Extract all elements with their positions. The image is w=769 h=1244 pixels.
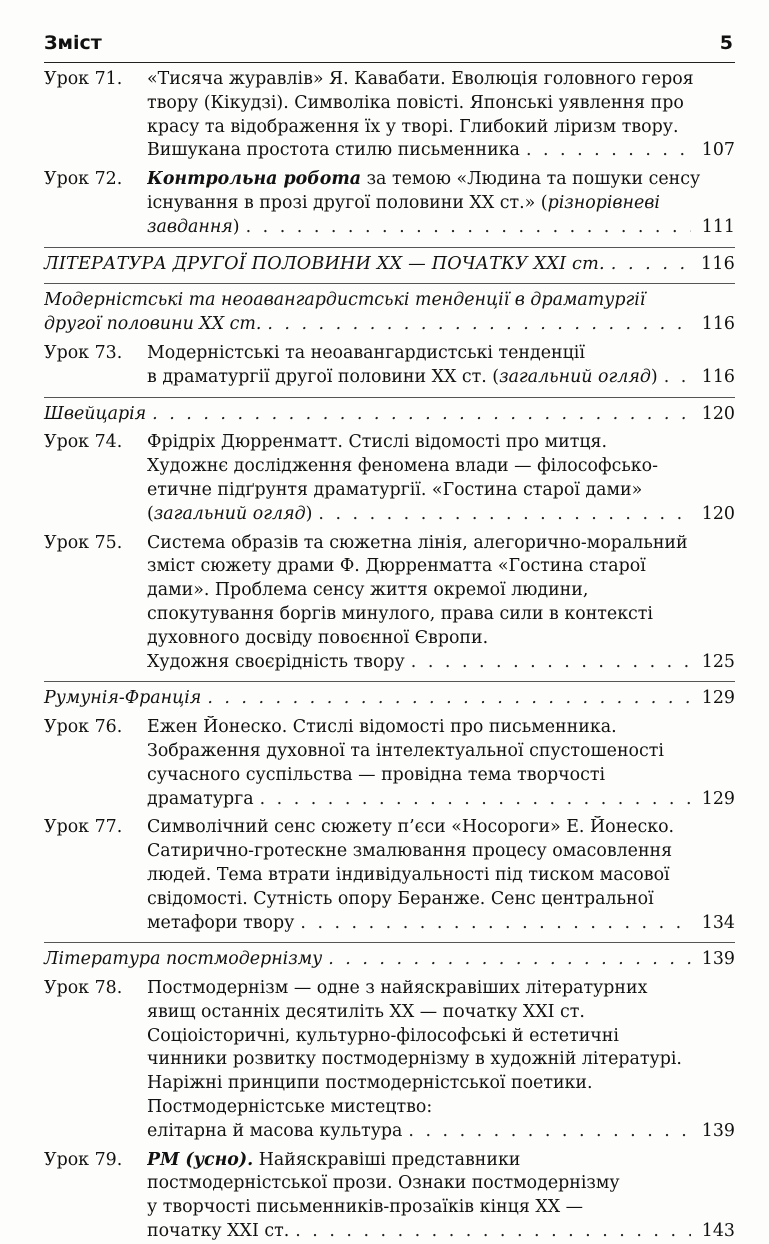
- entry-line: «Тисяча журавлів» Я. Кавабати. Еволюція головного героя: [147, 69, 694, 89]
- dot-leader: [411, 651, 691, 675]
- toc-entry-lesson-76[interactable]: [44, 716, 735, 811]
- entry-line: метафори твору: [147, 912, 295, 933]
- bold-term: Контрольна робота: [147, 169, 362, 190]
- toc-entry-lesson-73[interactable]: [44, 342, 735, 390]
- header-title: Зміст: [44, 32, 102, 54]
- entry-line: чинники розвитку постмодернізму в художній літературі.: [147, 1049, 682, 1070]
- entry-line: сучасного суспільства — провідна тема творчості: [147, 764, 606, 785]
- italic-note: загальний огляд: [153, 503, 306, 524]
- entry-line: духовного досвіду повоєнної Європи.: [147, 627, 489, 648]
- toc-major-section[interactable]: [44, 247, 735, 277]
- entry-line: існування в прозі другої половини XX ст.» (: [147, 192, 548, 213]
- entry-line: Соціоісторичні, культурно-філософські й естетичні: [147, 1025, 619, 1046]
- entry-line: Модерністські та неоавангардистські тенденції: [147, 342, 585, 363]
- section-title-line: Швейцарія: [44, 403, 147, 424]
- dot-leader: [328, 948, 691, 972]
- toc-entry-lesson-78[interactable]: [44, 977, 735, 1144]
- closing-paren: ): [232, 216, 240, 237]
- page-ref[interactable]: 111: [701, 216, 735, 237]
- dot-leader: [300, 912, 691, 936]
- entry-line: драматурга: [147, 788, 254, 809]
- dot-leader: [664, 366, 691, 390]
- closing-paren: ): [650, 366, 658, 387]
- toc-section-switzerland[interactable]: [44, 397, 735, 427]
- entry-line: Художнє дослідження феномена влади — філософсько-: [147, 456, 659, 477]
- page-ref[interactable]: 129: [701, 788, 735, 809]
- table-of-contents: [44, 68, 735, 1244]
- page-ref[interactable]: 143: [701, 1221, 735, 1242]
- running-header: [44, 32, 735, 63]
- toc-entry-lesson-74[interactable]: [44, 431, 735, 526]
- entry-line: Вишукана простота стилю письменника: [147, 140, 520, 161]
- page-ref[interactable]: 116: [700, 253, 735, 274]
- major-section-title: ЛІТЕРАТУРА ДРУГОЇ ПОЛОВИНИ XX — ПОЧАТКУ XXI ст.: [44, 253, 605, 274]
- dot-leader: [526, 139, 691, 163]
- entry-line: Сатирично-гротескне змалювання процесу омасовлення: [147, 841, 673, 862]
- entry-line: Художня своєрідність твору: [147, 651, 405, 672]
- entry-line: Символічний сенс сюжету п’єси «Носороги» Е. Йонеско.: [147, 817, 675, 838]
- entry-line: явищ останніх десятиліть XX — початку XXI ст.: [147, 1001, 585, 1022]
- entry-line: Зображення духовної та інтелектуальної спустошеності: [147, 740, 664, 761]
- page-ref[interactable]: 139: [701, 1120, 735, 1141]
- dot-leader: [295, 1220, 691, 1244]
- closing-paren: ): [305, 503, 313, 524]
- page-ref[interactable]: 134: [701, 912, 735, 933]
- lesson-label: Урок 75.: [44, 532, 123, 553]
- page-ref[interactable]: 116: [701, 314, 735, 335]
- entry-line: твору (Кікудзі). Символіка повісті. Японські уявлення про: [147, 92, 684, 113]
- toc-entry-lesson-72[interactable]: [44, 168, 735, 239]
- entry-line: Найяскравіші представники: [253, 1149, 521, 1170]
- dot-leader: [318, 503, 691, 527]
- entry-line: в драматургії другої половини XX ст. (: [147, 366, 500, 387]
- entry-line: постмодерністської прози. Ознаки постмодернізму: [147, 1173, 620, 1194]
- toc-entry-lesson-79[interactable]: [44, 1149, 735, 1244]
- page-ref[interactable]: 120: [701, 403, 735, 424]
- entry-line: спокутування боргів минулого, права сили в контексті: [147, 603, 653, 624]
- italic-note: загальний огляд: [499, 366, 651, 387]
- toc-entry-lesson-77[interactable]: [44, 816, 735, 935]
- bold-term: РМ (усно).: [147, 1149, 254, 1170]
- section-title-line: другої половини XX ст.: [44, 314, 262, 335]
- lesson-label: Урок 78.: [44, 978, 123, 999]
- lesson-label: Урок 74.: [44, 432, 123, 453]
- entry-line: зміст сюжету драми Ф. Дюрренматта «Гостина старої: [147, 556, 646, 577]
- dot-leader: [267, 313, 691, 337]
- toc-entry-lesson-71[interactable]: [44, 68, 735, 163]
- header-page-number: 5: [719, 32, 733, 54]
- section-title-line: Модерністські та неоавангардистські тенденції в драматургії: [44, 290, 646, 311]
- lesson-label: Урок 73.: [44, 342, 123, 363]
- lesson-label: Урок 71.: [44, 69, 123, 89]
- lesson-label: Урок 72.: [44, 169, 123, 190]
- lesson-label: Урок 76.: [44, 717, 123, 738]
- dot-leader: [152, 403, 691, 427]
- section-title-line: Література постмодернізму: [44, 949, 323, 970]
- page-ref[interactable]: 107: [701, 140, 735, 161]
- entry-line: людей. Тема втрати індивідуальності під тиском масової: [147, 864, 670, 885]
- open-paren: (: [147, 503, 154, 524]
- toc-entry-lesson-75[interactable]: [44, 532, 735, 675]
- page-ref[interactable]: 120: [701, 503, 735, 524]
- page-ref[interactable]: 125: [701, 651, 735, 672]
- lesson-label: Урок 79.: [44, 1149, 123, 1170]
- entry-line: свідомості. Сутність опору Беранже. Сенс центральної: [147, 888, 654, 909]
- toc-section-postmodernism[interactable]: [44, 942, 735, 972]
- entry-line: Система образів та сюжетна лінія, алегорично-моральний: [147, 532, 688, 553]
- entry-line: красу та відображення їх у творі. Глибокий ліризм твору.: [147, 116, 679, 137]
- entry-line: у творчості письменників-прозаїків кінця XX —: [147, 1197, 584, 1218]
- section-title-line: Румунія-Франція: [44, 688, 202, 709]
- entry-line: за темою «Людина та пошуки сенсу: [361, 169, 701, 190]
- entry-line: етичне підґрунтя драматургії. «Гостина старої дами»: [147, 479, 643, 500]
- italic-note: різнорівневі: [547, 192, 660, 213]
- toc-section-romania-france[interactable]: [44, 681, 735, 711]
- entry-line: Постмодерністське мистецтво:: [147, 1097, 433, 1118]
- entry-line: Ежен Йонеско. Стислі відомості про письменника.: [147, 717, 617, 738]
- entry-line: початку XXI ст.: [147, 1221, 290, 1242]
- entry-line: дами». Проблема сенсу життя окремої людини,: [147, 580, 589, 601]
- dot-leader: [408, 1120, 691, 1144]
- italic-note: завдання: [147, 216, 233, 237]
- page-ref[interactable]: 139: [701, 949, 735, 970]
- entry-line: Постмодернізм — одне з найяскравіших літературних: [147, 978, 648, 999]
- entry-line: елітарна й масова культура: [147, 1120, 403, 1141]
- page-ref[interactable]: 116: [701, 366, 735, 387]
- toc-section-modernist[interactable]: [44, 283, 735, 337]
- dot-leader: [246, 216, 691, 240]
- page-ref[interactable]: 129: [701, 688, 735, 709]
- dot-leader: [260, 788, 691, 812]
- lesson-label: Урок 77.: [44, 817, 123, 838]
- dot-leader: [611, 253, 691, 277]
- dot-leader: [207, 687, 691, 711]
- entry-line: Фрідріх Дюрренматт. Стислі відомості про митця.: [147, 432, 608, 453]
- entry-line: Наріжні принципи постмодерністської поетики.: [147, 1073, 593, 1094]
